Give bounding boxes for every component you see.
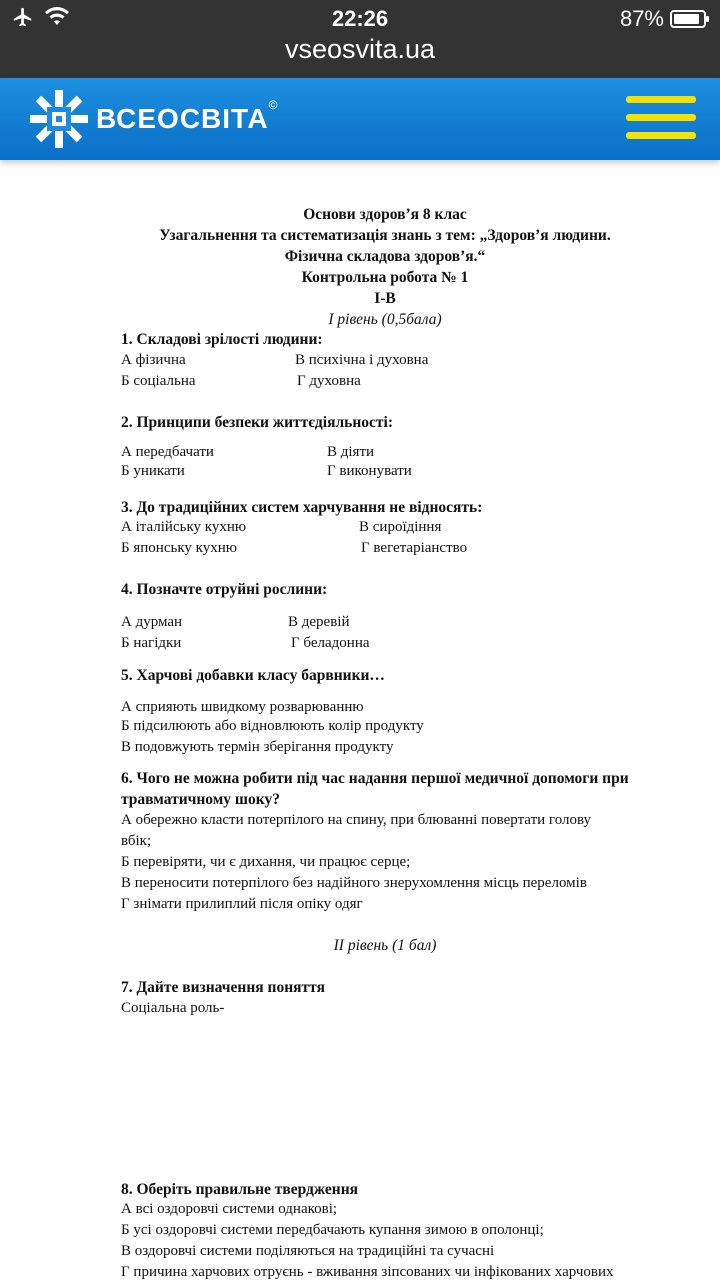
q5-option-b: Б підсилюють або відновлюють колір продукту bbox=[121, 718, 424, 734]
question-2: 2. Принципи безпеки життєдіяльності: bbox=[121, 414, 393, 431]
level-1-heading: І рівень (0,5бала) bbox=[328, 311, 442, 328]
question-8: 8. Оберіть правильне твердження bbox=[121, 1181, 359, 1198]
status-bar bbox=[0, 0, 720, 78]
status-right bbox=[620, 6, 706, 32]
status-time: 22:26 bbox=[331, 6, 389, 31]
menu-button[interactable] bbox=[626, 96, 696, 140]
url-bar[interactable]: vseosvita.ua bbox=[284, 34, 436, 64]
doc-subtitle: Узагальнення та систематизація знань з тем: „Здоров’я людини. bbox=[159, 227, 611, 244]
q3-option-b: Б японську кухню bbox=[121, 540, 237, 556]
q6-option-a-cont: вбік; bbox=[121, 833, 152, 849]
q3-option-a: А італійську кухню bbox=[121, 519, 247, 535]
q7-prompt: Соціальна роль- bbox=[121, 1000, 225, 1016]
snowflake-icon bbox=[26, 86, 92, 152]
question-6: 6. Чого не можна робити під час надання першої медичної допомоги при bbox=[121, 770, 629, 787]
site-logo[interactable] bbox=[26, 86, 277, 152]
level-2-heading: ІІ рівень (1 бал) bbox=[333, 937, 437, 954]
q8-option-a: А всі оздоровчі системи однакові; bbox=[121, 1201, 338, 1217]
question-4: 4. Позначте отруйні рослини: bbox=[121, 581, 328, 598]
q4-option-b: Б нагідки bbox=[121, 635, 182, 651]
q4-option-c: В деревій bbox=[288, 614, 350, 630]
doc-test-title: Контрольна робота № 1 bbox=[301, 269, 469, 286]
question-1: 1. Складові зрілості людини: bbox=[121, 331, 323, 348]
doc-title: Основи здоров’я 8 клас bbox=[303, 206, 467, 223]
q5-option-a: А сприяють швидкому розварюванню bbox=[121, 699, 364, 715]
q1-option-a: А фізична bbox=[121, 352, 186, 368]
q8-option-b: Б усі оздоровчі системи передбачають купання зимою в ополонці; bbox=[121, 1222, 544, 1238]
q3-option-d: Г вегетаріанство bbox=[361, 540, 468, 556]
question-3: 3. До традиційних систем харчування не відносять: bbox=[121, 499, 483, 516]
q6-option-c: В переносити потерпілого без надійного знерухомлення місць переломів bbox=[121, 875, 587, 891]
logo-registered: © bbox=[268, 98, 278, 112]
battery-icon bbox=[670, 10, 706, 28]
question-5: 5. Харчові добавки класу барвники… bbox=[121, 667, 385, 684]
menu-bar-icon bbox=[626, 114, 696, 121]
doc-variant: І-В bbox=[374, 290, 396, 307]
q2-option-a: А передбачати bbox=[121, 444, 214, 460]
q4-option-a: А дурман bbox=[121, 614, 183, 630]
q2-option-d: Г виконувати bbox=[327, 463, 412, 479]
q2-option-b: Б уникати bbox=[121, 463, 185, 479]
q1-option-b: Б соціальна bbox=[121, 373, 196, 389]
q6-option-a: А обережно класти потерпілого на спину, при блюванні повертати голову bbox=[121, 812, 592, 828]
q5-option-c: В подовжують термін зберігання продукту bbox=[121, 739, 394, 755]
menu-bar-icon bbox=[626, 96, 696, 103]
battery-percent: 87% bbox=[619, 6, 664, 31]
q8-option-c: В оздоровчі системи поділяються на традиційні та сучасні bbox=[121, 1243, 495, 1259]
menu-bar-icon bbox=[626, 132, 696, 139]
question-6-cont: травматичному шоку? bbox=[121, 791, 280, 808]
q6-option-b: Б перевіряти, чи є дихання, чи працює серце; bbox=[121, 854, 411, 870]
q8-option-d: Г причина харчових отруєнь - вживання зіпсованих чи інфікованих харчових bbox=[121, 1264, 614, 1280]
doc-subtitle-2: Фізична складова здоров’я.“ bbox=[284, 248, 486, 265]
q3-option-c: В сироїдіння bbox=[359, 519, 442, 535]
q1-option-d: Г духовна bbox=[297, 373, 361, 389]
q4-option-d: Г беладонна bbox=[291, 635, 370, 651]
q2-option-c: В діяти bbox=[327, 444, 375, 460]
q6-option-d: Г знімати прилиплий після опіку одяг bbox=[121, 896, 363, 912]
logo-text: ВСЕОСВІТА bbox=[96, 103, 269, 134]
q1-option-c: В психічна і духовна bbox=[295, 352, 429, 368]
site-header bbox=[0, 78, 720, 160]
question-7: 7. Дайте визначення поняття bbox=[121, 979, 325, 996]
document-page bbox=[0, 160, 720, 1280]
